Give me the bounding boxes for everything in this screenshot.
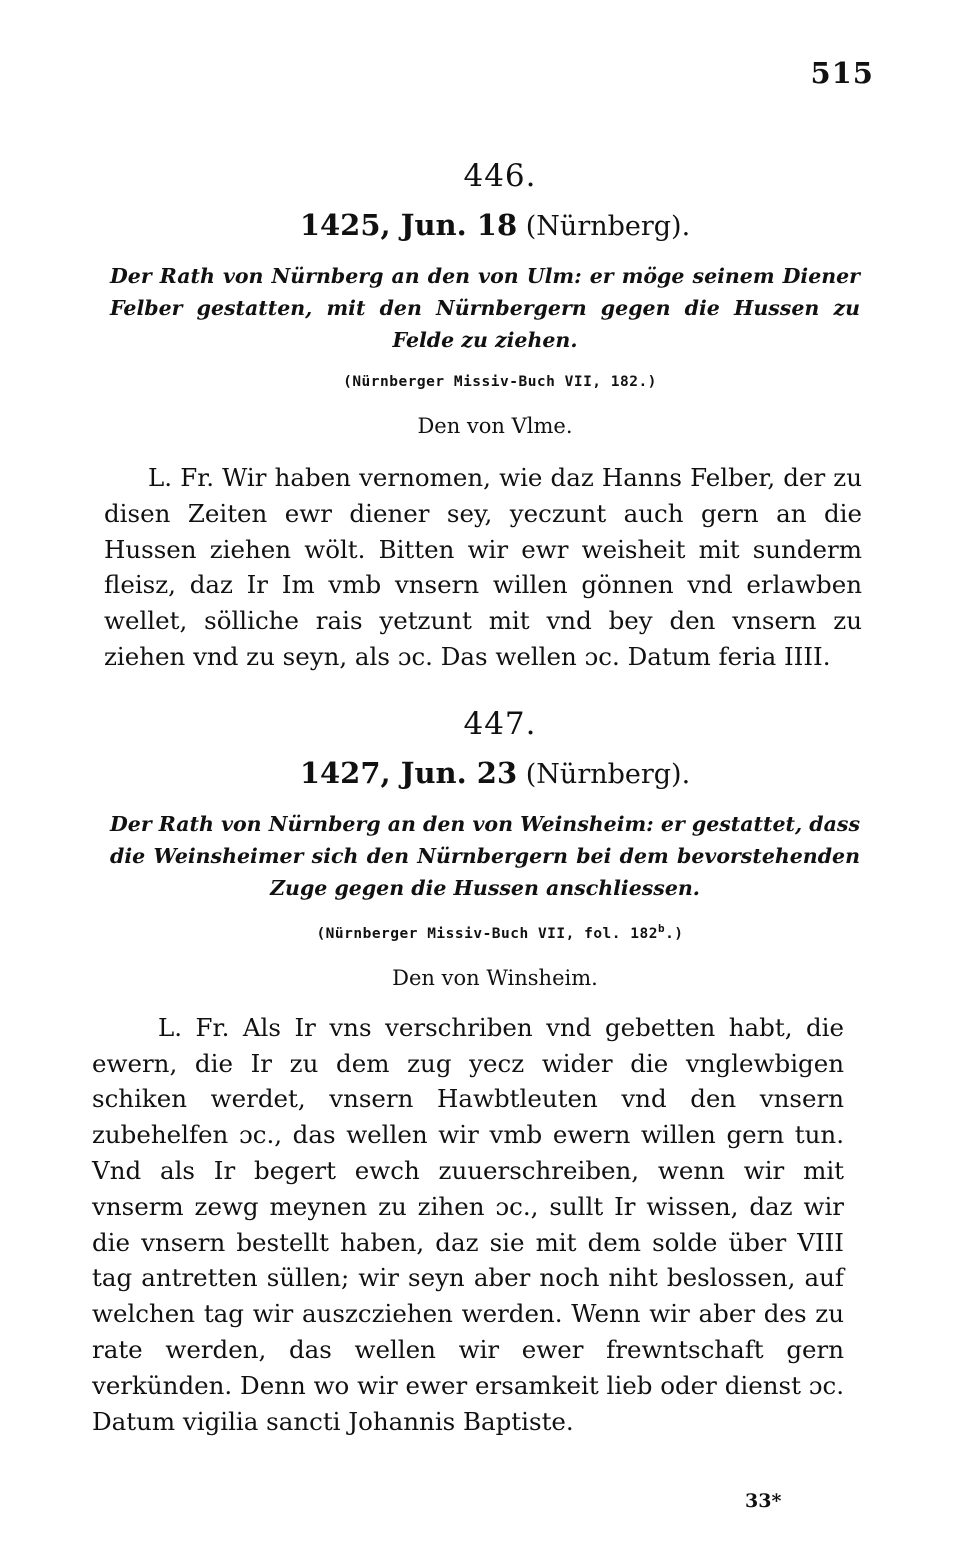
document-entry-446 bbox=[0, 158, 960, 675]
entry-address: Den von Winsheim. bbox=[392, 965, 598, 990]
entry-number: 447. bbox=[463, 706, 537, 742]
entry-date-value: 1427, Jun. 23 bbox=[299, 756, 518, 790]
entry-body bbox=[92, 1010, 844, 1440]
document-entry-447 bbox=[0, 706, 960, 1439]
entry-source: (Nürnberger Missiv-Buch VII, 182.) bbox=[343, 374, 657, 390]
entry-summary: Der Rath von Nürnberg an den von Weinsheim: er gestattet, dass die Weinsheimer sich den Nürnbergern bei dem bevorstehenden Zuge gegen die Hussen anschliessen. bbox=[110, 812, 860, 900]
entry-body-text: L. Fr. Wir haben vernomen, wie daz Hanns Felber, der zu disen Zeiten ewr diener sey, yeczunt auch gern an die Hussen ziehen wölt. Bitten wir ewr weisheit mit sunderm fleisz, daz Ir Im vmb vnsern willen gönnen vnd erlawben wellet, sölliche rais yetzunt mit vnd bey den vnsern zu ziehen vnd zu seyn, als ɔc. Das wellen ɔc. Datum feria IIII. bbox=[104, 463, 862, 671]
entry-source-end: .) bbox=[665, 925, 684, 942]
signature-mark: 33* bbox=[745, 1490, 782, 1512]
entry-date bbox=[30, 208, 960, 242]
entry-date-value: 1425, Jun. 18 bbox=[299, 208, 518, 242]
entry-place: (Nürnberg). bbox=[525, 211, 691, 242]
entry-source-superscript: b bbox=[657, 922, 666, 935]
entry-summary: Der Rath von Nürnberg an den von Ulm: er möge seinem Diener Felber gestatten, mit den Nürnbergern gegen die Hussen zu Felde zu ziehen. bbox=[110, 264, 860, 352]
entry-date bbox=[30, 756, 960, 790]
entry-number: 446. bbox=[463, 158, 537, 194]
entry-body-text: L. Fr. Als Ir vns verschriben vnd gebetten habt, die ewern, die Ir zu dem zug yecz wider die vnglewbigen schiken werdet, vnsern Hawbtleuten vnd den vnsern zubehelfen ɔc., das wellen wir vmb ewern willen gern tun. Vnd als Ir begert ewch zuuerschreiben, wenn wir mit vnserm zewg meynen zu zihen ɔc., sullt Ir wissen, daz wir die vnsern bestellt haben, daz sie mit dem solde über VIII tag antretten süllen; wir seyn aber noch niht beslossen, auf welchen tag wir auszcziehen werden. Wenn wir aber des zu rate werden, das wellen wir ewer frewntschaft gern verkünden. Denn wo wir ewer ersamkeit lieb oder dienst ɔc. Datum vigilia sancti Johannis Baptiste. bbox=[92, 1012, 844, 1436]
entry-place: (Nürnberg). bbox=[525, 759, 691, 790]
entry-source bbox=[40, 922, 960, 942]
page-number: 515 bbox=[810, 56, 874, 90]
entry-address: Den von Vlme. bbox=[417, 414, 573, 438]
entry-body bbox=[104, 460, 862, 675]
entry-source-text: (Nürnberger Missiv-Buch VII, fol. 182 bbox=[316, 925, 658, 942]
